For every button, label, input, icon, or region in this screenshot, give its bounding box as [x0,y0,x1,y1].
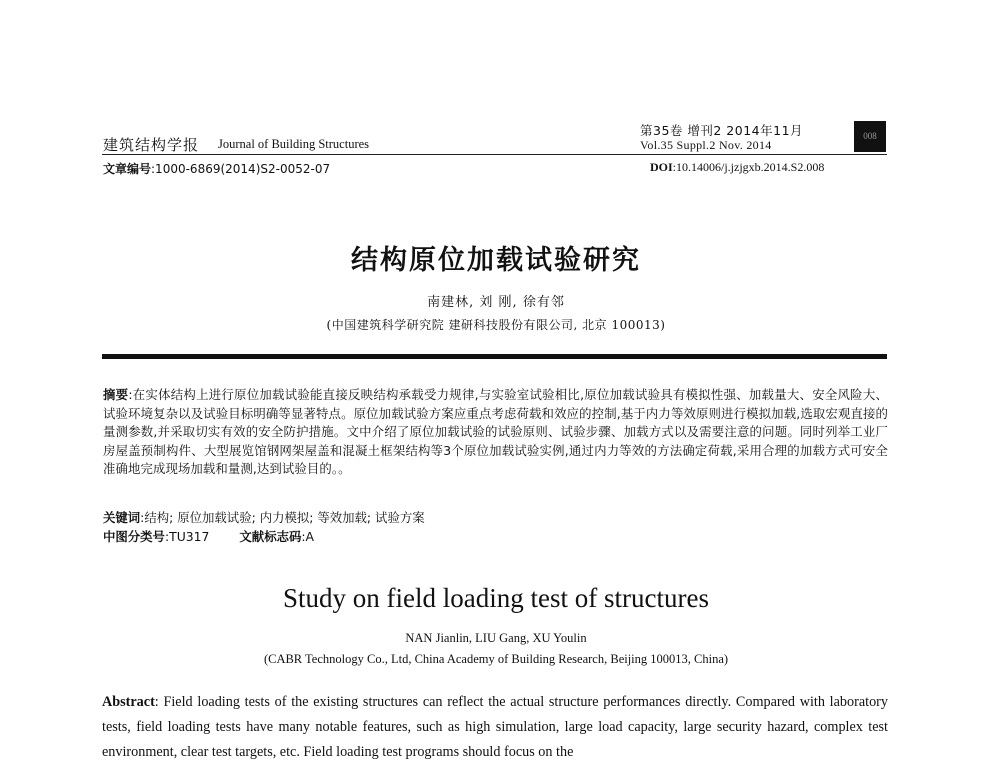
document-code-label: 文献标志码 [239,529,302,544]
classification-value: :TU317 [164,529,210,544]
classification-label: 中图分类号 [103,529,165,544]
keywords-cn-text: :结构; 原位加载试验; 内力模拟; 等效加载; 试验方案 [140,510,425,525]
document-code-value: :A [301,529,315,544]
journal-name-en: Journal of Building Structures [218,137,370,151]
authors-en: NAN Jianlin, LIU Gang, XU Youlin [405,631,587,645]
title-divider [102,354,887,359]
classification-cn [103,527,314,545]
doi-label: DOI [650,160,673,174]
volume-info-cn: 第35卷 增刊2 2014年11月 [640,123,804,138]
affiliation-en: (CABR Technology Co., Ltd, China Academy of Building Research, Beijing 100013, China) [263,652,729,666]
keywords-cn [103,508,425,526]
page-badge: 008 [854,121,886,152]
paper-title-en: Study on field loading test of structures [283,583,709,613]
abstract-en-text: : Field loading tests of the existing structures can reflect the actual structure performances directly. Compared with laboratory tests, field loading tests have many notable features, such as high simulation, large load capacity, large security hazard, complex test environment, clear test targets, etc. Field loading test programs should focus on the [102,694,888,760]
article-number [103,160,330,177]
abstract-en-label: Abstract [102,694,155,710]
header-rule [102,154,887,155]
doi-value: :10.14006/j.jzjgxb.2014.S2.008 [672,160,825,174]
journal-name-cn: 建筑结构学报 [103,136,200,154]
abstract-cn-label: 摘要 [103,387,129,402]
abstract-en [102,690,888,765]
authors-cn: 南建林, 刘 刚, 徐有邻 [427,295,565,310]
abstract-cn [103,386,888,479]
article-number-value: :1000-6869(2014)S2-0052-07 [151,162,331,176]
abstract-cn-text: :在实体结构上进行原位加载试验能直接反映结构承载受力规律,与实验室试验相比,原位加载试验具有模拟性强、加载量大、安全风险大、试验环境复杂以及试验目标明确等显著特点。原位加载试验方案应重点考虑荷载和效应的控制,基于内力等效原则进行模拟加载,选取宏观直接的量测参数,并采取切实有效的安全防护措施。文中介绍了原位加载试验的试验原则、试验步骤、加载方式以及需要注意的问题。同时列举工业厂房屋盖预制构件、大型展览馆钢网架屋盖和混凝土框架结构等3个原位加载试验实例,通过内力等效的方法确定荷载,采用合理的加载方式可安全准确地完成现场加载和量测,达到试验目的。。 [103,387,888,477]
doi [650,160,824,175]
article-number-label: 文章编号 [103,162,152,176]
volume-info-en: Vol.35 Suppl.2 Nov. 2014 [640,138,772,152]
affiliation-cn: (中国建筑科学研究院 建研科技股份有限公司, 北京 100013) [326,318,666,332]
keywords-cn-label: 关键词 [103,510,141,525]
paper-title-cn: 结构原位加载试验研究 [351,245,641,276]
